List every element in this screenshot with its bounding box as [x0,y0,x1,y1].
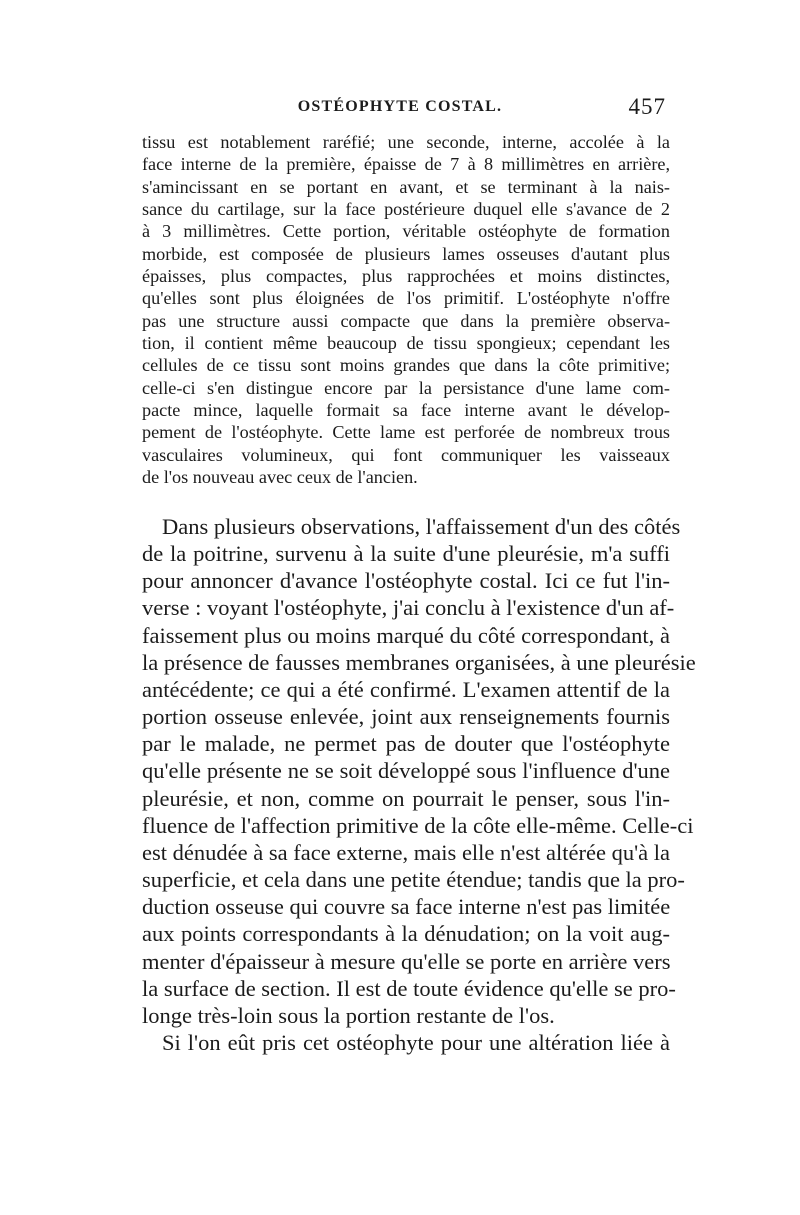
text-line: celle-ci s'en distingue encore par la persistance d'une lame com- [142,377,670,398]
text-line: antécédente; ce qui a été confirmé. L'examen attentif de la [142,676,670,702]
text-line: la présence de fausses membranes organisées, à une pleurésie [142,649,696,675]
text-line: de la poitrine, survenu à la suite d'une pleurésie, m'a suffi [142,541,670,567]
text-line: par le malade, ne permet pas de douter que l'ostéophyte [142,731,670,757]
text-line: pacte mince, laquelle formait sa face interne avant le dévelop- [142,400,670,421]
text-line: s'amincissant en se portant en avant, et se terminant à la nais- [142,176,670,197]
text-line: pour annoncer d'avance l'ostéophyte costal. Ici ce fut l'in- [142,568,670,594]
text-line: pleurésie, et non, comme on pourrait le penser, sous l'in- [142,785,670,811]
text-line: sance du cartilage, sur la face postérieure duquel elle s'avance de 2 [142,199,670,220]
text-line: verse : voyant l'ostéophyte, j'ai conclu à l'existence d'un af- [142,595,675,621]
text-line: qu'elle présente ne se soit développé sous l'influence d'une [142,758,670,784]
text-line: faissement plus ou moins marqué du côté correspondant, à [142,622,670,648]
main-paragraph [142,513,696,1056]
text-line: pas une structure aussi compacte que dans la première observa- [142,310,670,331]
text-line: pement de l'ostéophyte. Cette lame est perforée de nombreux trous [142,422,670,443]
text-line: tissu est notablement raréfié; une seconde, interne, accolée à la [142,132,670,152]
text-line: vasculaires volumineux, qui font communiquer les vaisseaux [142,444,670,465]
text-line: longe très-loin sous la portion restante de l'os. [142,1002,555,1028]
text-line: Dans plusieurs observations, l'affaissement d'un des côtés [162,514,681,539]
text-line: menter d'épaisseur à mesure qu'elle se porte en arrière vers [142,948,671,974]
text-line: portion osseuse enlevée, joint aux renseignements fournis [142,704,670,730]
text-line: la surface de section. Il est de toute évidence qu'elle se pro- [142,975,676,1001]
text-line: face interne de la première, épaisse de 7 à 8 millimètres en arrière, [142,154,670,175]
text-line: qu'elles sont plus éloignées de l'os primitif. L'ostéophyte n'offre [142,288,670,309]
running-title: OSTÉOPHYTE COSTAL. [297,98,503,115]
text-line: épaisses, plus compactes, plus rapprochées et moins distinctes, [142,266,670,287]
page-number: 457 [628,94,666,119]
text-line: duction osseuse qui couvre sa face interne n'est pas limitée [142,894,671,920]
text-line: superficie, et cela dans une petite étendue; tandis que la pro- [142,867,685,893]
text-line: de l'os nouveau avec ceux de l'ancien. [142,467,418,488]
text-line: fluence de l'affection primitive de la côte elle-même. Celle-ci [142,812,694,838]
text-line: est dénudée à sa face externe, mais elle n'est altérée qu'à la [142,839,670,865]
small-print-paragraph [142,131,670,489]
text-line: aux points correspondants à la dénudation; on la voit aug- [142,921,670,947]
text-line: cellules de ce tissu sont moins grandes que dans la côte primitive; [142,355,670,376]
text-line: tion, il contient même beaucoup de tissu spongieux; cependant les [142,333,670,354]
text-line: à 3 millimètres. Cette portion, véritable ostéophyte de formation [142,221,670,242]
text-line: Si l'on eût pris cet ostéophyte pour une altération liée à [162,1029,670,1055]
text-line: morbide, est composée de plusieurs lames osseuses d'autant plus [142,243,670,264]
running-head [142,94,666,126]
